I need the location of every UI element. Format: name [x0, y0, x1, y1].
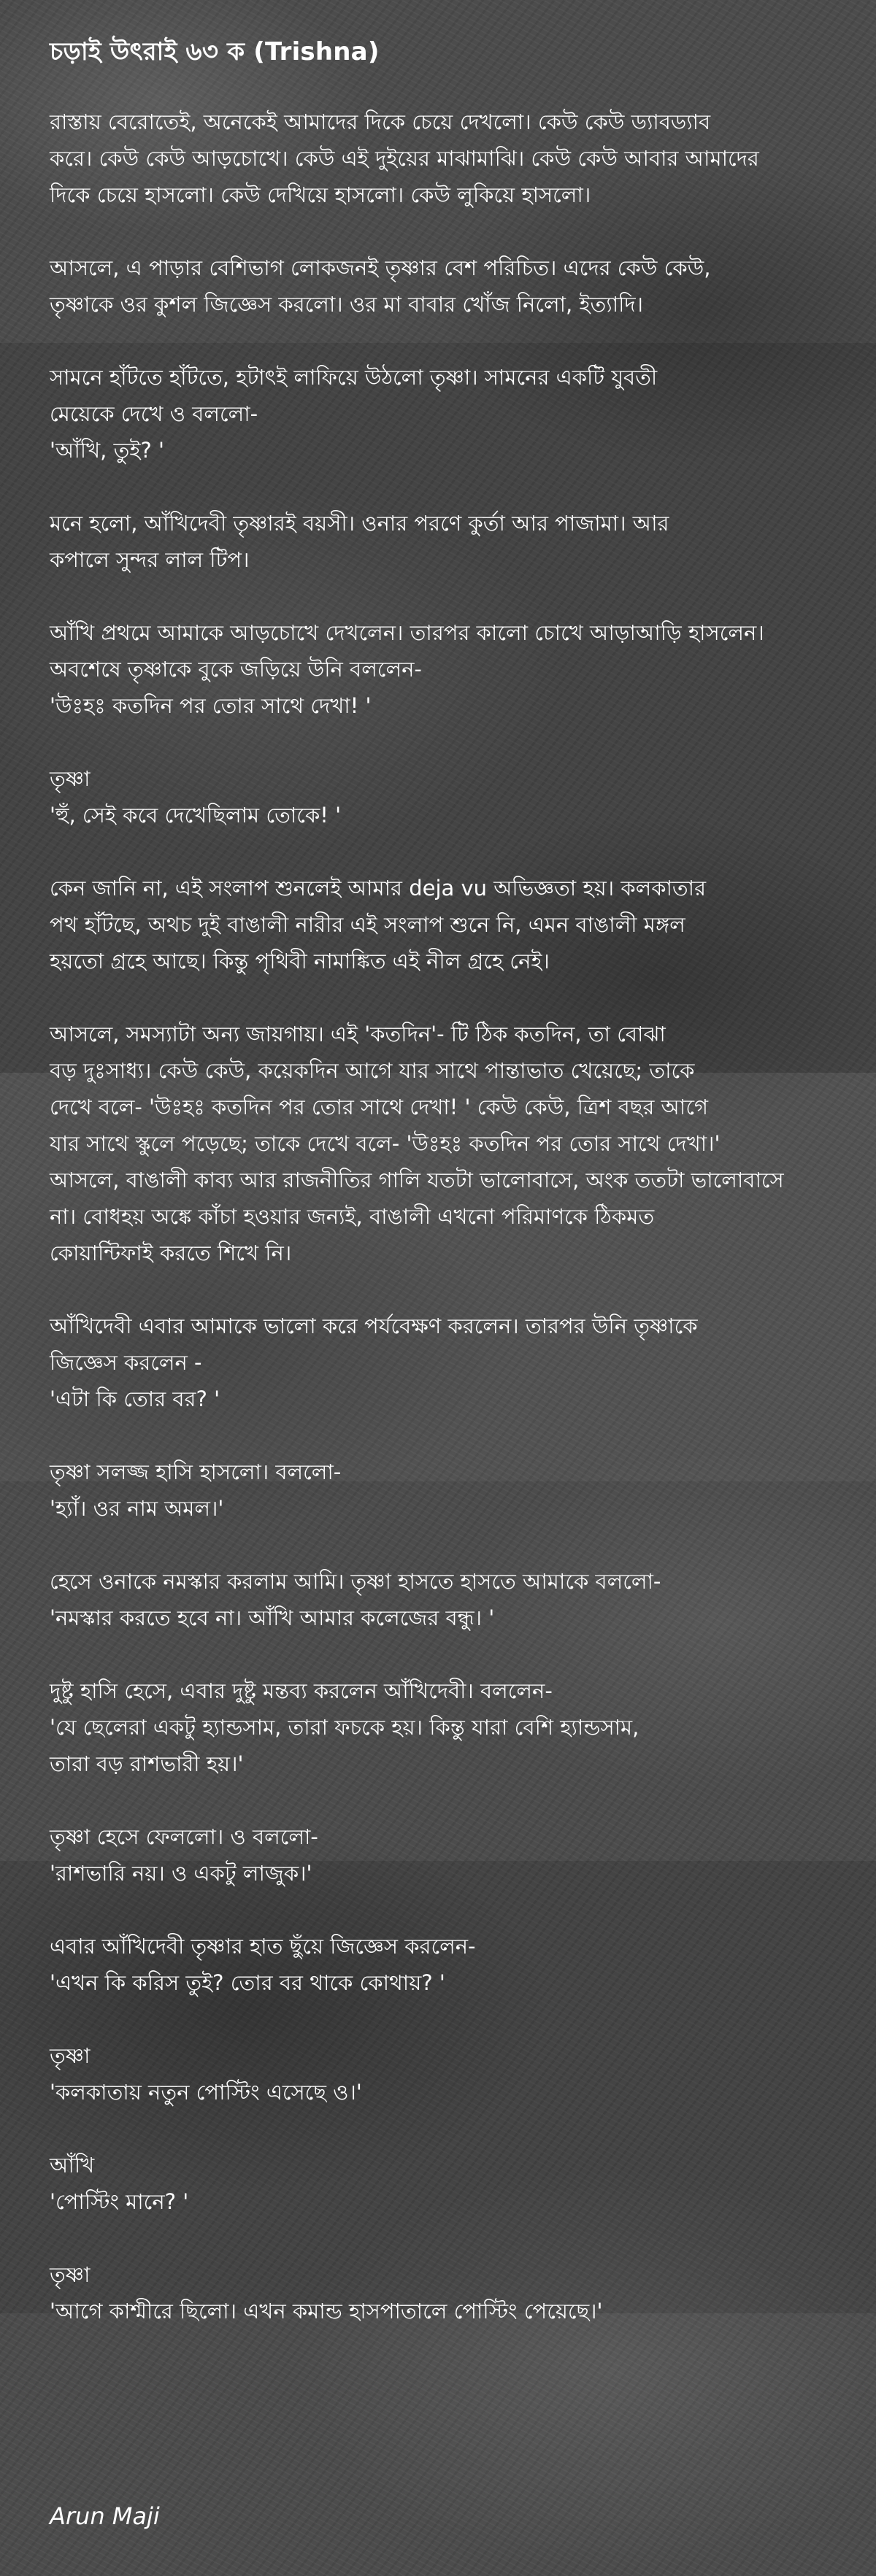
- poem-line: এবার আঁখিদেবী তৃষ্ণার হাত ছুঁয়ে জিজ্ঞেস করলেন-: [50, 1934, 476, 1959]
- poem-line: 'আগে কাশ্মীরে ছিলো। এখন কমান্ড হাসপাতালে পোস্টিং পেয়েছে।': [50, 2299, 603, 2324]
- poem-line: জিজ্ঞেস করলেন -: [50, 1350, 202, 1375]
- poem-line: আসলে, এ পাড়ার বেশিভাগ লোকজনই তৃষ্ণার বেশ পরিচিত। এদের কেউ কেউ,: [50, 255, 711, 280]
- stanza: [50, 2037, 876, 2110]
- stanza: [50, 359, 876, 468]
- poem-line: 'উঃহঃ কতদিন পর তোর সাথে দেখা! ': [50, 693, 372, 718]
- poem-line: তৃষ্ণাকে ওর কুশল জিজ্ঞেস করলো। ওর মা বাবার খোঁজ নিলো, ইত্যাদি।: [50, 292, 644, 317]
- poem-line: না। বোধহয় অঙ্কে কাঁচা হওয়ার জন্যই, বাঙালী এখনো পরিমাণকে ঠিকমত: [50, 1204, 655, 1229]
- poem-line: তৃষ্ণা হেসে ফেললো। ও বললো-: [50, 1824, 318, 1849]
- poem-line: তৃষ্ণা: [50, 766, 91, 791]
- stanza: [50, 2256, 876, 2329]
- poem-line: আঁখিদেবী এবার আমাকে ভালো করে পর্যবেক্ষণ করলেন। তারপর উনি তৃষ্ণাকে: [50, 1314, 698, 1338]
- poem-line: সামনে হাঁটতে হাঁটতে, হটাৎই লাফিয়ে উঠলো তৃষ্ণা। সামনের একটি যুবতী: [50, 365, 658, 390]
- poem-line: দুষ্টু হাসি হেসে, এবার দুষ্টু মন্তব্য করলেন আঁখিদেবী। বললেন-: [50, 1678, 553, 1703]
- poem-line: 'এটা কি তোর বর? ': [50, 1387, 220, 1411]
- poem-line: 'আঁখি, তুই? ': [50, 438, 165, 463]
- poem: [50, 36, 876, 2366]
- stanza: [50, 760, 876, 833]
- poem-body: [50, 104, 876, 2329]
- stanza: [50, 870, 876, 979]
- poem-line: 'কলকাতায় নতুন পোস্টিং এসেছে ও।': [50, 2080, 362, 2105]
- poem-line: দেখে বলে- 'উঃহঃ কতদিন পর তোর সাথে দেখা! ' কেউ কেউ, ত্রিশ বছর আগে: [50, 1095, 709, 1119]
- poem-line: 'এখন কি করিস তুই? তোর বর থাকে কোথায়? ': [50, 1970, 445, 1995]
- poem-line: তারা বড় রাশভারী হয়।': [50, 1751, 244, 1776]
- poem-line: 'রাশভারি নয়। ও একটু লাজুক।': [50, 1861, 312, 1886]
- poem-line: হয়তো গ্রহে আছে। কিন্তু পৃথিবী নামাঙ্কিত এই নীল গ্রহে নেই।: [50, 949, 550, 973]
- stanza: [50, 1308, 876, 1417]
- poem-line: আসলে, সমস্যাটা অন্য জায়গায়। এই 'কতদিন'- টি ঠিক কতদিন, তা বোঝা: [50, 1022, 666, 1046]
- poem-line: কোয়ান্টিফাই করতে শিখে নি।: [50, 1241, 292, 1265]
- poem-line: আসলে, বাঙালী কাব্য আর রাজনীতির গালি যতটা ভালোবাসে, অংক ততটা ভালোবাসে: [50, 1168, 784, 1192]
- poem-line: কেন জানি না, এই সংলাপ শুনলেই আমার deja vu অভিজ্ঞতা হয়। কলকাতার: [50, 876, 707, 901]
- stanza: [50, 1016, 876, 1271]
- author-name: Arun Maji: [50, 2502, 160, 2530]
- poem-line: বড় দুঃসাধ্য। কেউ কেউ, কয়েকদিন আগে যার সাথে পান্তাভাত খেয়েছে; তাকে: [50, 1058, 695, 1083]
- poem-line: 'যে ছেলেরা একটু হ্যান্ডসাম, তারা ফচকে হয়। কিন্তু যারা বেশি হ্যান্ডসাম,: [50, 1715, 639, 1740]
- poem-line: অবশেষে তৃষ্ণাকে বুকে জড়িয়ে উনি বললেন-: [50, 657, 422, 682]
- poem-line: 'পোস্টিং মানে? ': [50, 2189, 189, 2214]
- poem-line: 'হুঁ, সেই কবে দেখেছিলাম তোকে! ': [50, 803, 342, 828]
- poem-line: 'হ্যাঁ। ওর নাম অমল।': [50, 1496, 224, 1521]
- stanza: [50, 1563, 876, 1636]
- stanza: [50, 250, 876, 323]
- poem-line: তৃষ্ণা: [50, 2043, 91, 2068]
- poem-line: আঁখি: [50, 2153, 95, 2178]
- stanza: [50, 505, 876, 578]
- poem-title: চড়াই উৎরাই ৬৩ ক (Trishna): [50, 37, 380, 66]
- poem-line: 'নমস্কার করতে হবে না। আঁখি আমার কলেজের বন্ধু। ': [50, 1605, 495, 1630]
- poem-line: পথ হাঁটছে, অথচ দুই বাঙালী নারীর এই সংলাপ শুনে নি, এমন বাঙালী মঙ্গল: [50, 912, 685, 937]
- poem-line: তৃষ্ণা সলজ্জ হাসি হাসলো। বললো-: [50, 1459, 342, 1484]
- poem-line: আঁখি প্রথমে আমাকে আড়চোখে দেখলেন। তারপর কালো চোখে আড়াআড়ি হাসলেন।: [50, 620, 764, 645]
- stanza: [50, 1819, 876, 1891]
- poem-line: মেয়েকে দেখে ও বললো-: [50, 401, 258, 426]
- poem-line: কপালে সুন্দর লাল টিপ।: [50, 547, 250, 572]
- stanza: [50, 1673, 876, 1782]
- stanza: [50, 1928, 876, 2001]
- poem-line: করে। কেউ কেউ আড়চোখে। কেউ এই দুইয়ের মাঝামাঝি। কেউ কেউ আবার আমাদের: [50, 146, 759, 171]
- stanza: [50, 614, 876, 724]
- poem-line: রাস্তায় বেরোতেই, অনেকেই আমাদের দিকে চেয়ে দেখলো। কেউ কেউ ড্যাবড্যাব: [50, 109, 711, 134]
- stanza: [50, 1454, 876, 1527]
- poem-line: দিকে চেয়ে হাসলো। কেউ দেখিয়ে হাসলো। কেউ লুকিয়ে হাসলো।: [50, 182, 591, 207]
- stanza: [50, 2147, 876, 2220]
- poem-line: তৃষ্ণা: [50, 2262, 91, 2287]
- poem-line: হেসে ওনাকে নমস্কার করলাম আমি। তৃষ্ণা হাসতে হাসতে আমাকে বললো-: [50, 1569, 661, 1594]
- stanza: [50, 104, 876, 213]
- poem-line: মনে হলো, আঁখিদেবী তৃষ্ণারই বয়সী। ওনার পরণে কুর্তা আর পাজামা। আর: [50, 511, 669, 536]
- poem-line: যার সাথে স্কুলে পড়েছে; তাকে দেখে বলে- 'উঃহঃ কতদিন পর তোর সাথে দেখা।': [50, 1131, 721, 1156]
